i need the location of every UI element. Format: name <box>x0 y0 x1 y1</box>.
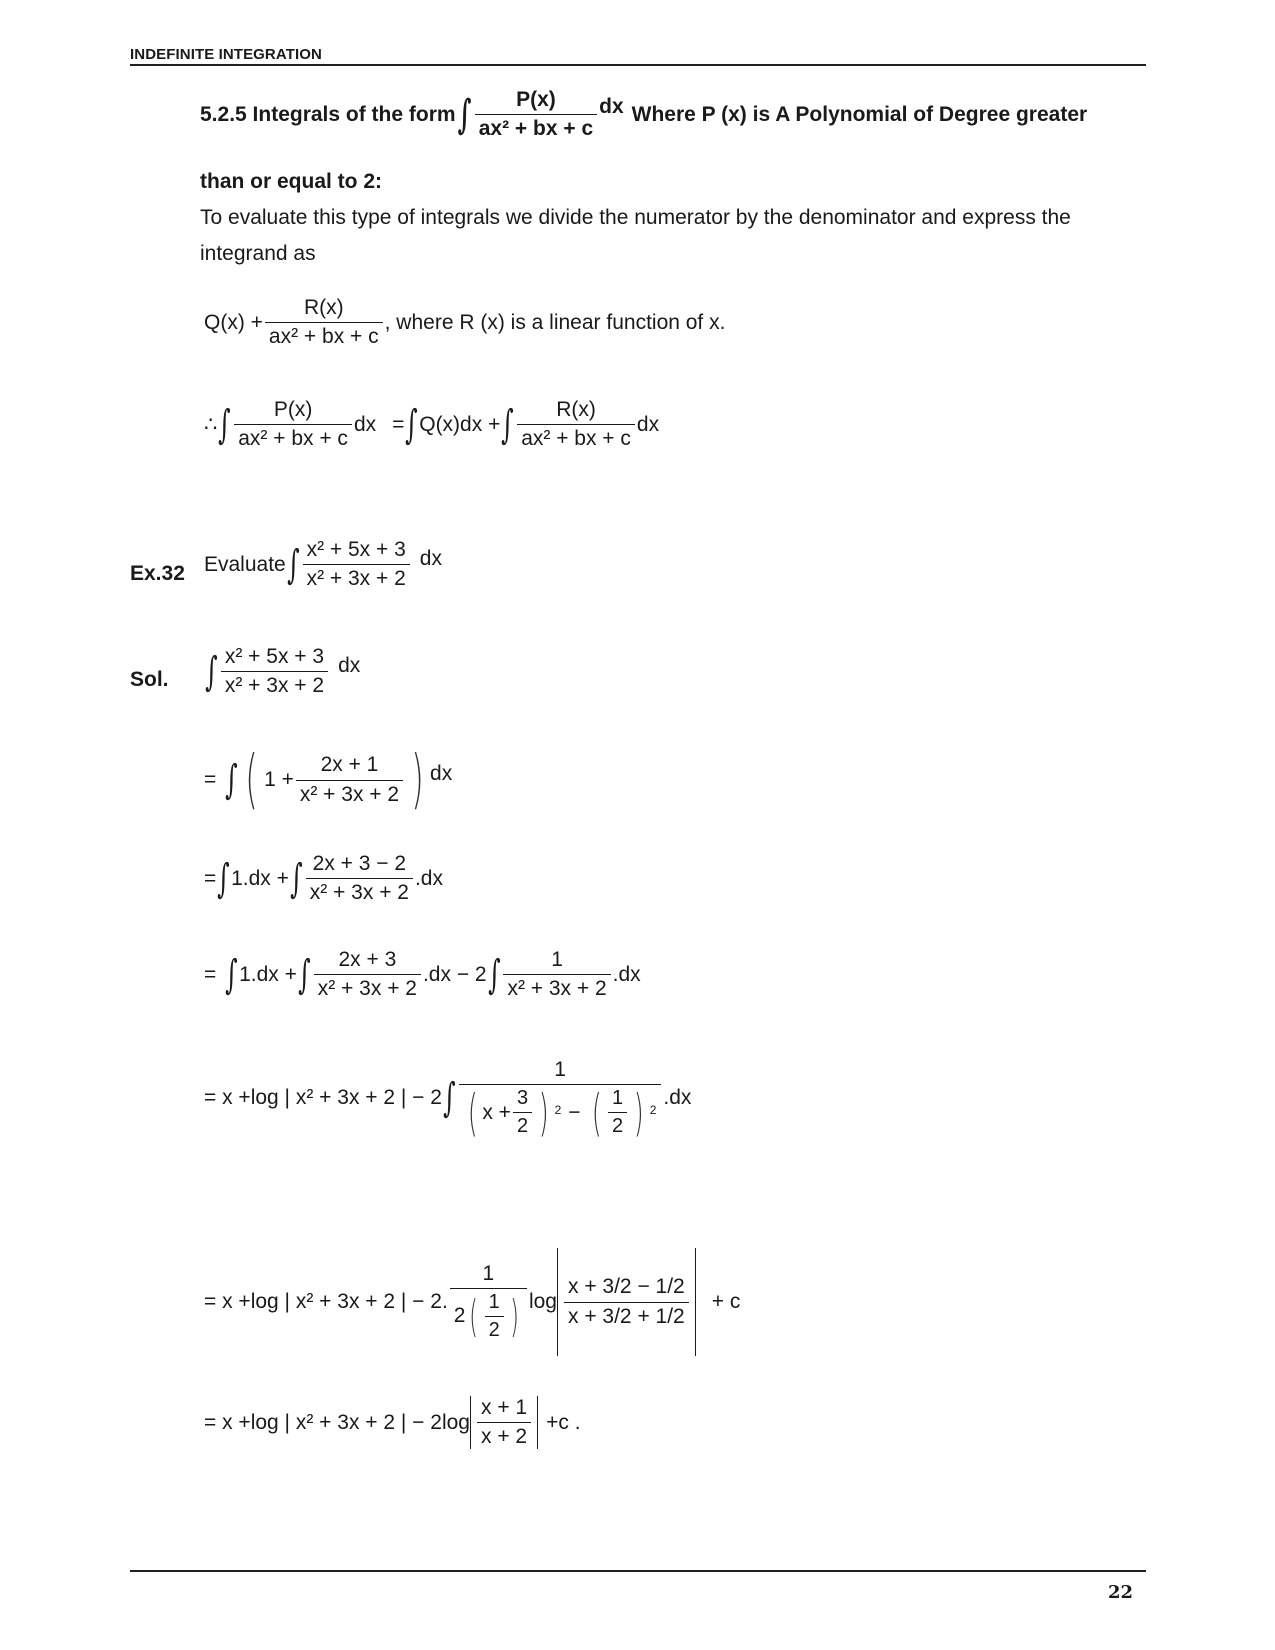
expr1-lead: Q(x) + <box>204 310 263 334</box>
s3-denominator: x² + 3x + 2 <box>314 974 421 1001</box>
s3-fraction-2 <box>503 948 610 1001</box>
s6-tail: +c . <box>546 1410 581 1434</box>
solution-step-3 <box>204 948 641 1001</box>
s0-denominator: x² + 3x + 2 <box>221 671 328 698</box>
s5-den-frac-num: 1 <box>488 1291 500 1314</box>
solution-step-5 <box>204 1248 740 1356</box>
s5-den-frac-den: 2 <box>485 1316 504 1342</box>
integral-sign: ∫ <box>457 90 472 138</box>
s2-fraction <box>306 852 413 905</box>
s1-dx: dx <box>430 762 453 785</box>
footer-rule <box>130 1570 1146 1572</box>
expr2-fraction-2 <box>517 398 635 451</box>
s1-fraction <box>296 753 403 806</box>
s5-den-fraction <box>485 1291 504 1342</box>
s6-lead: = x +log | x² + 3x + 2 | − 2log <box>204 1410 470 1434</box>
expr1-numerator: R(x) <box>303 296 344 319</box>
s6-numerator: x + 1 <box>481 1396 528 1419</box>
integral-sign: ∫ <box>205 648 218 695</box>
s4-denominator <box>459 1083 662 1142</box>
s4-f2-num: 1 <box>612 1087 624 1110</box>
example-statement <box>204 538 442 591</box>
s1-equals: = <box>204 768 217 791</box>
s5-numerator: 1 <box>482 1261 495 1285</box>
header-rule <box>130 64 1146 66</box>
s1-one: 1 + <box>264 768 294 791</box>
example-text: Evaluate <box>204 552 286 576</box>
s1-numerator: 2x + 1 <box>320 753 379 777</box>
s3-numerator: 2x + 3 <box>338 948 397 971</box>
expr2-denominator: ax² + bx + c <box>234 424 352 451</box>
section-heading <box>200 88 1087 141</box>
heading-numerator: P(x) <box>516 88 556 111</box>
expr2-mid: Q(x)dx + <box>419 412 501 436</box>
integral-sign: ∫ <box>286 541 300 588</box>
s4-dx: .dx <box>663 1086 692 1110</box>
s4-inner-fraction-2 <box>608 1087 627 1138</box>
s5-tail: + c <box>711 1290 741 1313</box>
right-paren: ) <box>411 743 424 817</box>
integral-sign: ∫ <box>405 401 419 448</box>
s4-lead: = x +log | x² + 3x + 2 | − 2 <box>204 1086 442 1110</box>
paragraph-line1: To evaluate this type of integrals we divide the numerator by the denominator and express the <box>200 206 1071 229</box>
s4-f1-den: 2 <box>513 1112 532 1138</box>
s5-den-lead: 2 <box>453 1304 466 1328</box>
integrand-form <box>204 296 725 349</box>
integral-sign: ∫ <box>225 757 238 803</box>
s3-denominator-2: x² + 3x + 2 <box>503 974 610 1001</box>
left-paren: ( <box>467 1083 478 1142</box>
s6-fraction <box>477 1396 531 1449</box>
heading-suffix: Where P (x) is A Polynomial of Degree greater <box>631 102 1088 126</box>
s3-mid: .dx − 2 <box>422 962 487 986</box>
left-paren: ( <box>245 743 258 817</box>
integral-sign: ∫ <box>298 951 311 998</box>
s4-fraction <box>459 1058 662 1142</box>
s5-lead: = x +log | x² + 3x + 2 | − 2. <box>204 1290 448 1313</box>
s5-log-numerator: x + 3/2 − 1/2 <box>567 1275 685 1299</box>
s5-log-fraction <box>564 1275 689 1328</box>
s3-a: 1.dx + <box>239 962 297 986</box>
running-head: INDEFINITE INTEGRATION <box>130 46 322 63</box>
s5-denominator <box>450 1288 527 1342</box>
section-heading-line2: than or equal to 2: <box>200 170 383 193</box>
right-paren: ) <box>510 1290 519 1342</box>
example-denominator: x² + 3x + 2 <box>303 564 410 591</box>
s4-f1-num: 3 <box>516 1087 529 1110</box>
left-paren: ( <box>469 1290 479 1342</box>
s5-coefficient-fraction <box>450 1262 527 1342</box>
integral-split <box>204 398 659 451</box>
solution-step-4 <box>204 1058 692 1142</box>
solution-step-2 <box>204 852 443 905</box>
expr2-equals: = <box>392 412 405 436</box>
s6-denominator: x + 2 <box>477 1422 531 1449</box>
heading-dx: dx <box>599 94 624 118</box>
s4-f2-den: 2 <box>608 1112 627 1138</box>
expr1-tail: , where R (x) is a linear function of x. <box>384 310 726 334</box>
expr2-denominator-2: ax² + bx + c <box>517 424 635 451</box>
s2-dx: .dx <box>414 866 443 890</box>
s3-numerator-2: 1 <box>551 948 563 971</box>
s4-square-2: 2 <box>649 1102 657 1117</box>
paragraph-line2: integrand as <box>200 242 316 265</box>
integral-sign: ∫ <box>501 401 515 448</box>
expr1-denominator: ax² + bx + c <box>265 322 383 349</box>
expr2-fraction <box>234 398 352 451</box>
example-numerator: x² + 5x + 3 <box>306 538 406 561</box>
s5-log-denominator: x + 3/2 + 1/2 <box>564 1302 689 1329</box>
heading-denominator: ax² + bx + c <box>475 114 597 141</box>
integral-sign: ∫ <box>487 951 501 998</box>
s5-absolute-value <box>557 1248 696 1356</box>
expr2-dx: dx <box>353 412 377 436</box>
s1-denominator: x² + 3x + 2 <box>296 780 403 807</box>
left-paren: ( <box>591 1083 602 1142</box>
s5-log: log <box>528 1290 557 1313</box>
heading-prefix: 5.2.5 Integrals of the form <box>200 102 456 126</box>
s4-inner-fraction-1 <box>513 1087 532 1138</box>
integral-sign: ∫ <box>217 855 230 902</box>
right-paren: ) <box>634 1083 644 1142</box>
solution-step-1 <box>204 743 453 817</box>
solution-step-0 <box>204 645 360 698</box>
s3-fraction <box>314 948 421 1001</box>
expr2-numerator: P(x) <box>273 398 313 421</box>
s3-equals: = <box>204 962 217 986</box>
right-paren: ) <box>538 1083 549 1142</box>
example-label: Ex.32 <box>130 562 185 585</box>
integral-sign: ∫ <box>218 401 232 448</box>
expr2-numerator-2: R(x) <box>556 398 596 421</box>
solution-step-6 <box>204 1396 581 1449</box>
s0-dx: dx <box>338 653 361 677</box>
s4-minus: − <box>568 1100 581 1124</box>
heading-fraction <box>475 88 597 141</box>
s0-numerator: x² + 5x + 3 <box>224 645 325 668</box>
expr1-fraction <box>265 296 383 349</box>
solution-label: Sol. <box>130 668 169 691</box>
s2-equals: = <box>204 866 217 890</box>
s2-a: 1.dx + <box>231 866 289 890</box>
s2-denominator: x² + 3x + 2 <box>306 878 413 905</box>
page-number: 22 <box>1108 1582 1134 1603</box>
integral-sign: ∫ <box>290 855 303 902</box>
therefore-sign: ∴ <box>204 413 218 437</box>
expr2-dx-2: dx <box>636 412 660 436</box>
integral-sign: ∫ <box>443 1075 456 1122</box>
s2-numerator: 2x + 3 − 2 <box>312 852 407 875</box>
integral-sign: ∫ <box>225 951 238 998</box>
s4-numerator: 1 <box>554 1058 566 1081</box>
s4-square-1: 2 <box>554 1102 562 1117</box>
s0-fraction <box>221 645 328 698</box>
s4-x: x + <box>482 1100 511 1124</box>
s3-dx: .dx <box>612 962 641 986</box>
s6-absolute-value <box>470 1396 538 1449</box>
example-dx: dx <box>419 546 442 570</box>
example-fraction <box>303 538 410 591</box>
